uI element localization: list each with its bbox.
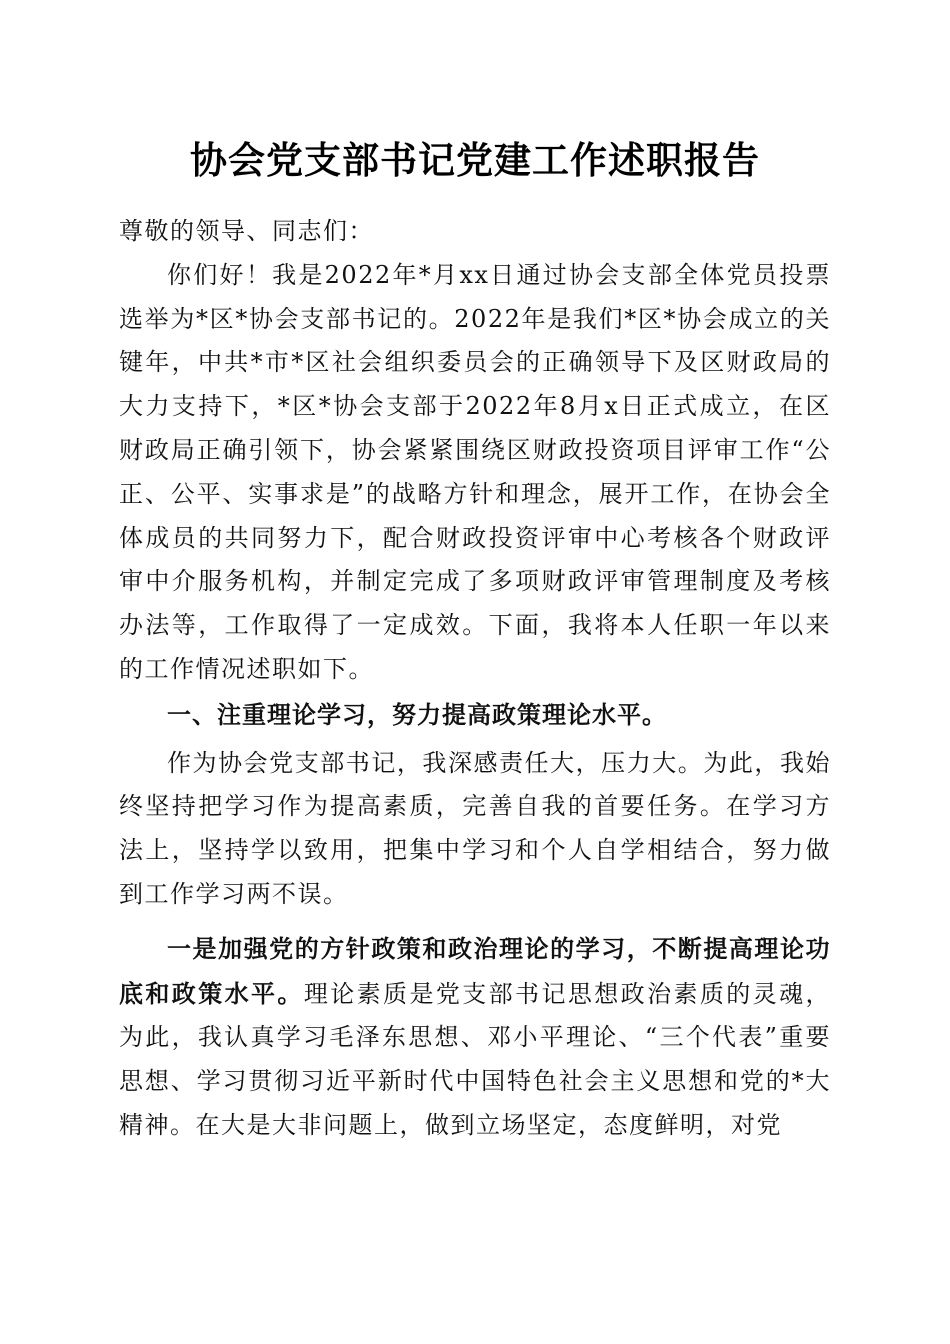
document-title: 协会党支部书记党建工作述职报告 xyxy=(190,138,760,182)
point-1-lead: 一是加强党的方针政策和政治理论的学习，不断提高理论功底和政策水平。 xyxy=(119,933,831,1008)
section-1-intro: 作为协会党支部书记，我深感责任大，压力大。为此，我始终坚持把学习作为提高素质，完善自我的首要任务。在学习方法上，坚持学以致用，把集中学习和个人自学相结合，努力做到工作学习两不误。 xyxy=(119,748,831,908)
section-heading-1: 一、注重理论学习，努力提高政策理论水平。 xyxy=(167,700,667,729)
point-1-body: 理论素质是党支部书记思想政治素质的灵魂，为此，我认真学习毛泽东思想、邓小平理论、“三个代表”重要思想、学习贯彻习近平新时代中国特色社会主义思想和党的*大精神。在大是大非问题上，做到立场坚定，态度鲜明，对党 xyxy=(119,979,831,1139)
section-1-point-1 xyxy=(119,927,831,1148)
document-body xyxy=(119,210,831,1148)
paragraph-intro: 你们好！我是2022年*月xx日通过协会支部全体党员投票选举为*区*协会支部书记的。2022年是我们*区*协会成立的关键年，中共*市*区社会组织委员会的正确领导下及区财政局的大力支持下，*区*协会支部于2022年8月x日正式成立，在区财政局正确引领下，协会紧紧围绕区财政投资项目评审工作“公正、公平、实事求是”的战略方针和理念，展开工作，在协会全体成员的共同努力下，配合财政投资评审中心考核各个财政评审中介服务机构，并制定完成了多项财政评审管理制度及考核办法等，工作取得了一定成效。下面，我将本人任职一年以来的工作情况述职如下。 xyxy=(119,260,831,683)
salutation: 尊敬的领导、同志们： xyxy=(119,217,374,245)
